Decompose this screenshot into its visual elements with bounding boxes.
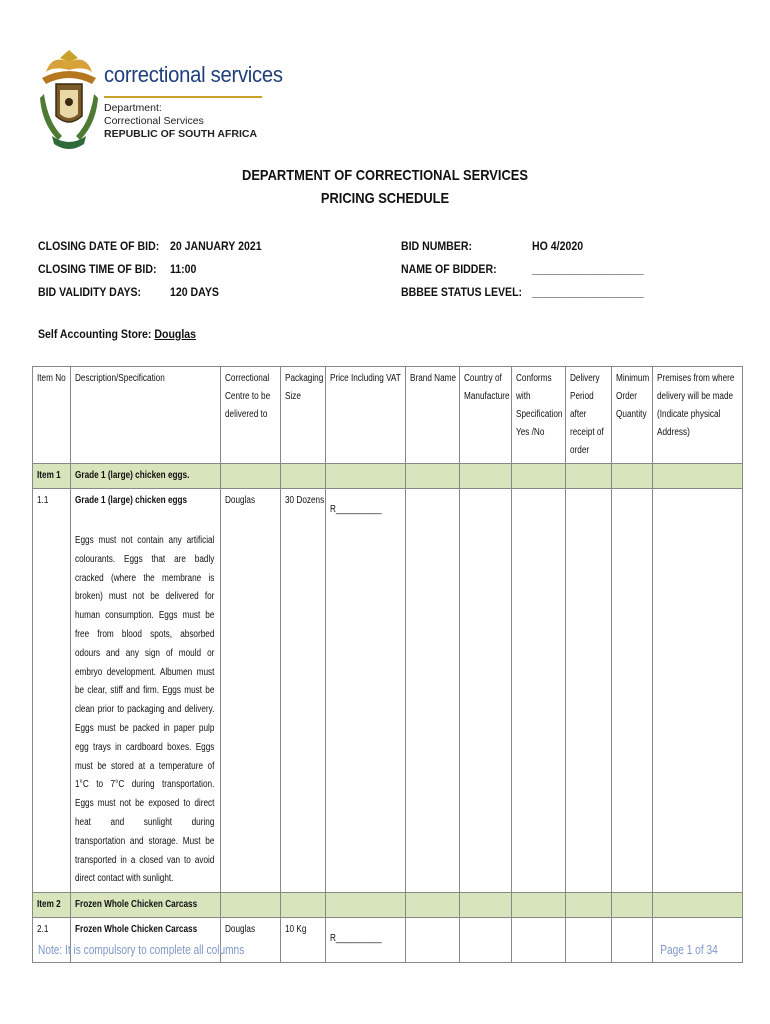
- brand-rule: [104, 96, 262, 98]
- row-centre: Douglas: [225, 924, 256, 936]
- group-item-label: Item 1: [37, 470, 61, 481]
- header-item-no: Item No: [33, 367, 71, 464]
- header-conforms: Conforms with Specification Yes /No: [512, 367, 566, 464]
- department-lines: [104, 102, 257, 141]
- closing-date-value: 20 JANUARY 2021: [170, 239, 262, 253]
- row-desc-text: Eggs must not contain any artificial colourants. Eggs that are badly cracked (where the membrane is broken) must not be delivered for human consumption. Eggs must be free from blood spots, absorbed odours and any sign of mould or embryo development. Albumen must be clear, stiff and firm. Eggs must be clean prior to packaging and delivery. Eggs must be packed in paper pulp egg trays in cardboard boxes. Eggs must be stored at a temperature of 1°C to 7°C during transportation. Eggs must not be exposed to direct heat and sunlight during transportation and storage. Must be transported in a closed van to avoid direct contact with sunlight.: [75, 535, 215, 885]
- meta-labels-left: [38, 235, 159, 304]
- meta-values-left: [170, 235, 262, 304]
- page-number: Page 1 of 34: [660, 942, 718, 957]
- conforms-input-cell[interactable]: [512, 918, 566, 963]
- dept-line-1: Department:: [104, 102, 162, 114]
- closing-time-value: 11:00: [170, 262, 197, 276]
- document-subtitle: PRICING SCHEDULE: [320, 190, 450, 207]
- dept-line-3: REPUBLIC OF SOUTH AFRICA: [104, 128, 258, 140]
- group-row-item-1: [33, 464, 743, 489]
- brand-input-cell[interactable]: [406, 489, 460, 893]
- row-item-no: 1.1: [37, 495, 49, 506]
- bid-number-label: BID NUMBER:: [401, 239, 472, 253]
- bidder-label: NAME OF BIDDER:: [401, 262, 497, 276]
- bid-number-value: HO 4/2020: [532, 239, 584, 253]
- header-description: Description/Specification: [71, 367, 221, 464]
- row-desc-title: Frozen Whole Chicken Carcass: [75, 924, 198, 936]
- country-input-cell[interactable]: [460, 918, 512, 963]
- conforms-input-cell[interactable]: [512, 489, 566, 893]
- country-input-cell[interactable]: [460, 489, 512, 893]
- closing-time-label: CLOSING TIME OF BID:: [38, 262, 157, 276]
- header-price: Price Including VAT: [326, 367, 406, 464]
- header-premises: Premises from where delivery will be made (Indicate physical Address): [653, 367, 743, 464]
- pricing-table: [32, 366, 743, 963]
- self-accounting-store: [38, 327, 196, 341]
- row-item-no: 2.1: [37, 924, 49, 936]
- meta-labels-right: [401, 235, 522, 304]
- table-header-row: [33, 367, 743, 464]
- group-item-label: Item 2: [37, 899, 61, 911]
- store-value: Douglas: [154, 327, 197, 341]
- table-row: [33, 489, 743, 893]
- header-delivery: Delivery Period after receipt of order: [566, 367, 612, 464]
- premises-input-cell[interactable]: [653, 489, 743, 893]
- bbbee-value: ___________________: [532, 285, 644, 299]
- header-centre: Correctional Centre to be delivered to: [221, 367, 281, 464]
- closing-date-label: CLOSING DATE OF BID:: [38, 239, 160, 253]
- dept-line-2: Correctional Services: [104, 115, 204, 127]
- header-brand: Brand Name: [406, 367, 460, 464]
- validity-value: 120 DAYS: [170, 285, 219, 299]
- row-centre: Douglas: [225, 495, 256, 506]
- store-label: Self Accounting Store:: [38, 327, 152, 341]
- row-price: R__________: [330, 933, 382, 945]
- header-packaging: Packaging Size: [281, 367, 326, 464]
- row-packaging: 30 Dozens: [285, 495, 325, 506]
- min-order-input-cell[interactable]: [612, 489, 653, 893]
- validity-label: BID VALIDITY DAYS:: [38, 285, 142, 299]
- bidder-value: ___________________: [532, 262, 644, 276]
- price-input-cell[interactable]: [326, 918, 406, 963]
- min-order-input-cell[interactable]: [612, 918, 653, 963]
- bbbee-label: BBBEE STATUS LEVEL:: [401, 285, 523, 299]
- brand-input-cell[interactable]: [406, 918, 460, 963]
- document-title: DEPARTMENT OF CORRECTIONAL SERVICES: [242, 167, 528, 184]
- row-desc-title: Grade 1 (large) chicken eggs: [75, 495, 188, 506]
- price-input-cell[interactable]: [326, 489, 406, 893]
- row-packaging: 10 Kg: [285, 924, 307, 936]
- header-min-order: Minimum Order Quantity: [612, 367, 653, 464]
- coat-of-arms-icon: [38, 44, 100, 156]
- footer-note: Note: It is compulsory to complete all columns: [38, 942, 245, 957]
- brand-wordmark: correctional services: [104, 62, 283, 87]
- delivery-input-cell[interactable]: [566, 489, 612, 893]
- group-row-item-2: [33, 893, 743, 918]
- row-price: R__________: [330, 504, 382, 515]
- header-country: Country of Manufacture: [460, 367, 512, 464]
- group-item-desc: Frozen Whole Chicken Carcass: [75, 899, 198, 911]
- delivery-input-cell[interactable]: [566, 918, 612, 963]
- logo-block: [38, 44, 283, 162]
- group-item-desc: Grade 1 (large) chicken eggs.: [75, 470, 190, 481]
- meta-values-right: [532, 235, 644, 304]
